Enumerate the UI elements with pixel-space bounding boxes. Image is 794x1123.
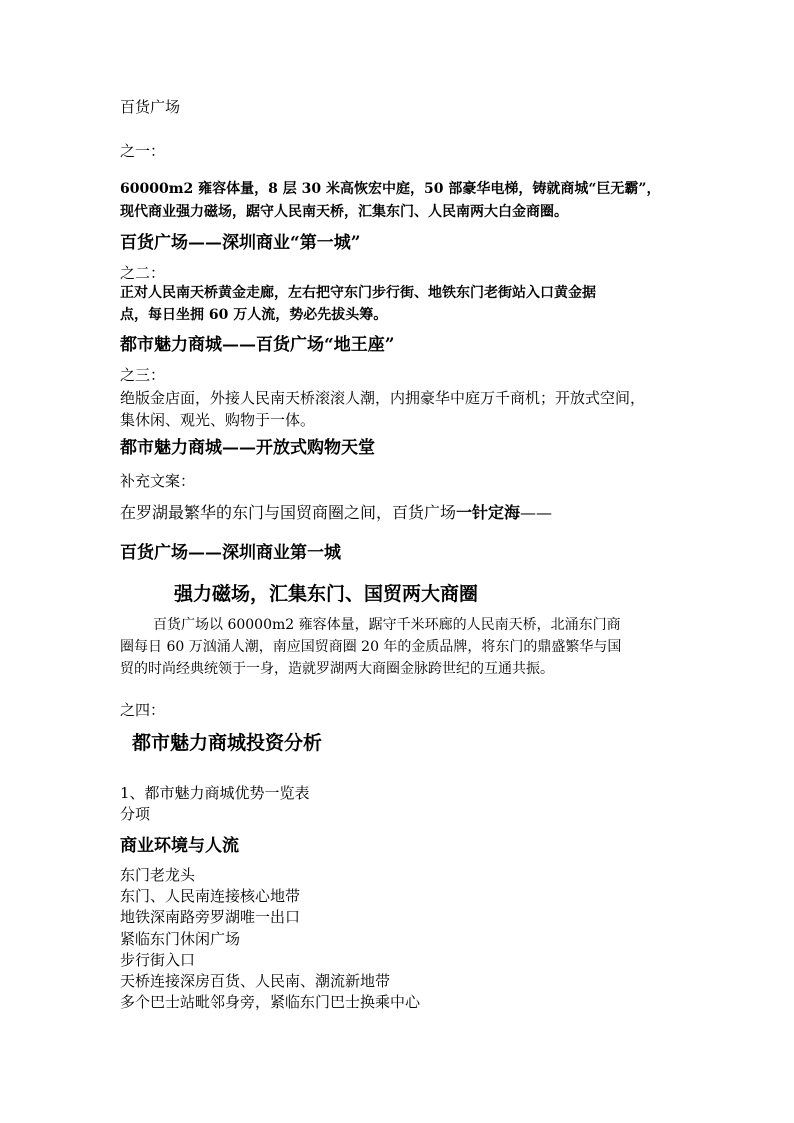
- doc-line-heading: 都市魅力商城——百货广场“地王座”: [120, 335, 395, 355]
- doc-line-label: 分项: [120, 805, 151, 823]
- doc-line-paragraph: 圈每日 60 万汹涌人潮，南应国贸商圈 20 年的金质品牌，将东门的鼎盛繁华与国: [120, 639, 622, 655]
- doc-line-paragraph: 贸的时尚经典统领于一身，造就罗湖两大商圈金脉跨世纪的互通共振。: [120, 661, 554, 677]
- list-item: 步行街入口: [120, 951, 196, 969]
- doc-line-subheading: 都市魅力商城投资分析: [132, 732, 323, 754]
- doc-line-heading: 都市魅力商城——开放式购物天堂: [120, 438, 375, 458]
- doc-line-title: 百货广场: [120, 98, 181, 116]
- doc-line-section-1: 之一：: [120, 142, 166, 160]
- doc-line-paragraph: 集休闲、观光、购物于一体。: [120, 411, 316, 429]
- doc-line-section-2: 之二：: [120, 264, 166, 282]
- doc-line-section-4: 之四：: [120, 701, 166, 719]
- doc-line-heading: 商业环境与人流: [120, 836, 239, 856]
- list-item: 紧临东门休闲广场: [120, 930, 241, 948]
- list-item: 东门、人民南连接核心地带: [120, 887, 301, 905]
- doc-line-paragraph: 现代商业强力磁场，踞守人民南天桥，汇集东门、人民南两大白金商圈。: [120, 204, 568, 220]
- doc-line-list-title: 1、都市魅力商城优势一览表: [120, 784, 310, 802]
- doc-line-subheading: 强力磁场，汇集东门、国贸两大商圈: [174, 583, 479, 605]
- doc-line-paragraph: 正对人民南天桥黄金走廊，左右把守东门步行街、地铁东门老街站入口黄金据: [120, 285, 596, 301]
- slogan-bold-text: 一针定海: [456, 503, 521, 522]
- slogan-dash: ——: [520, 503, 553, 522]
- list-item: 天桥连接深房百货、人民南、潮流新地带: [120, 972, 391, 990]
- list-item: 多个巴士站毗邻身旁，紧临东门巴士换乘中心: [120, 993, 421, 1011]
- slogan-text: 在罗湖最繁华的东门与国贸商圈之间，百货广场: [120, 503, 457, 522]
- doc-line-heading: 百货广场——深圳商业第一城: [120, 543, 341, 563]
- doc-line-paragraph: 百货广场以 60000m2 雍容体量，踞守千米环廊的人民南天桥，北涌东门商: [153, 617, 621, 633]
- doc-line-paragraph: 60000m2 雍容体量，8 层 30 米高恢宏中庭，50 部豪华电梯，铸就商城“巨无霸”，: [120, 181, 661, 197]
- doc-line-section-3: 之三：: [120, 366, 166, 384]
- doc-line-paragraph: 点，每日坐拥 60 万人流，势必先拔头筹。: [120, 307, 388, 323]
- doc-line-heading: 百货广场——深圳商业“第一城”: [120, 233, 361, 253]
- doc-line-paragraph: 绝版金店面，外接人民南天桥滚滚人潮，内拥豪华中庭万千商机；开放式空间，: [120, 389, 646, 407]
- doc-line-slogan: [120, 503, 552, 522]
- list-item: 地铁深南路旁罗湖唯一出口: [120, 908, 301, 926]
- doc-line-supplement-label: 补充文案：: [120, 472, 196, 490]
- list-item: 东门老龙头: [120, 866, 196, 884]
